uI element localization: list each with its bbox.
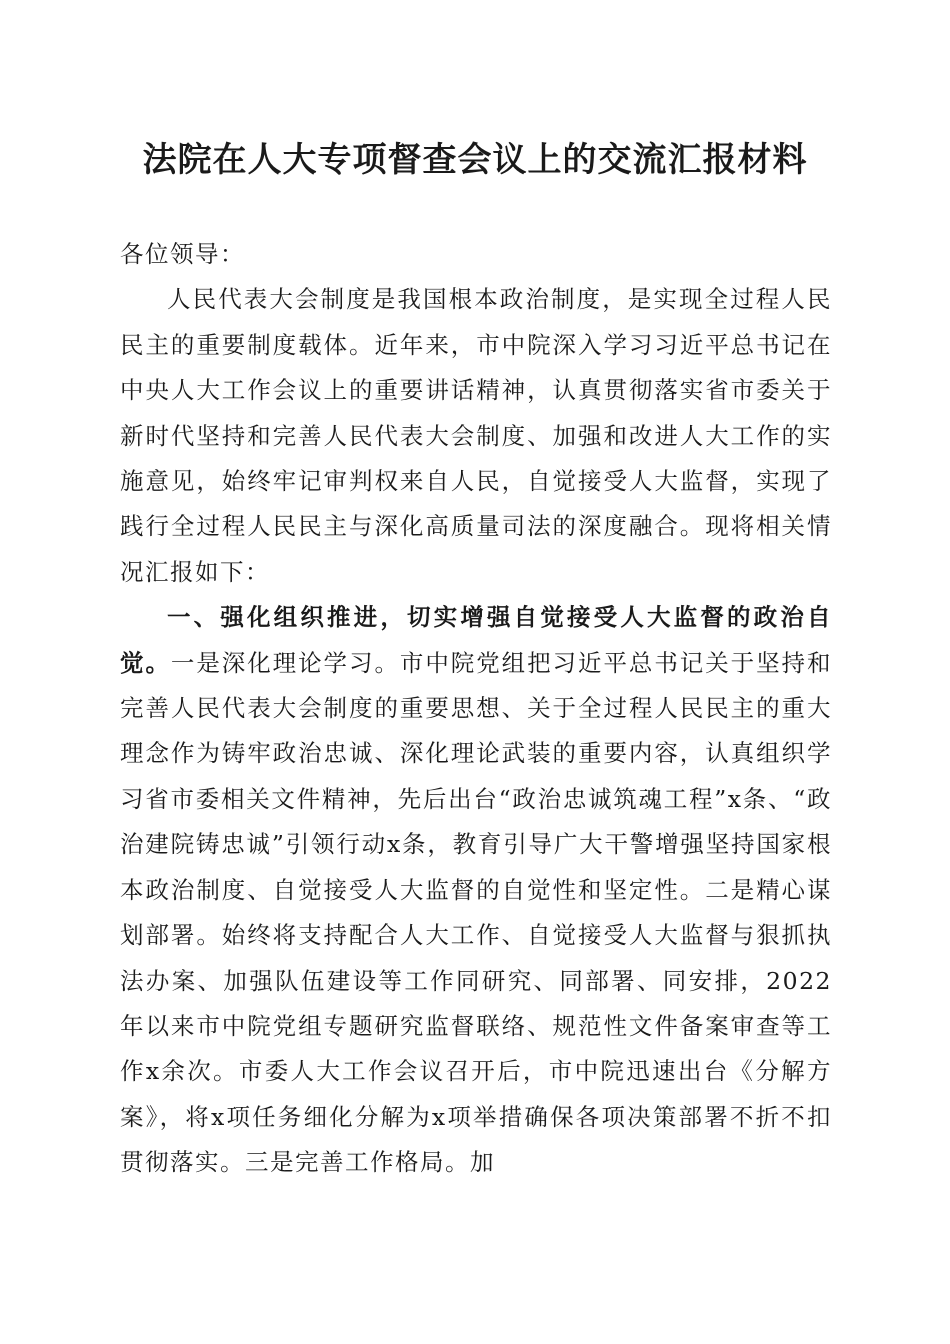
section-1-paragraph [120, 595, 832, 1185]
document-body [120, 232, 832, 1186]
salutation: 各位领导： [120, 240, 245, 268]
section-1-heading: 一、强化组织推进，切实增强自觉接受人大监督的政治自觉。 [120, 603, 832, 677]
section-1-body: 一是深化理论学习。市中院党组把习近平总书记关于坚持和完善人民代表大会制度的重要思想、关于全过程人民民主的重大理念作为铸牢政治忠诚、深化理论武装的重要内容，认真组织学习省市委相关文件精神，先后出台“政治忠诚筑魂工程”x条、“政治建院铸忠诚”引领行动x条，教育引导广大干警增强坚持国家根本政治制度、自觉接受人大监督的自觉性和坚定性。二是精心谋划部署。始终将支持配合人大工作、自觉接受人大监督与狠抓执法办案、加强队伍建设等工作同研究、同部署、同安排，2022年以来市中院党组专题研究监督联络、规范性文件备案审查等工作x余次。市委人大工作会议召开后，市中院迅速出台《分解方案》，将x项任务细化分解为x项举措确保各项决策部署不折不扣贯彻落实。三是完善工作格局。加 [120, 648, 833, 1177]
document-title: 法院在人大专项督查会议上的交流汇报材料 [142, 140, 808, 180]
intro-paragraph: 人民代表大会制度是我国根本政治制度，是实现全过程人民民主的重要制度载体。近年来，市中院深入学习习近平总书记在中央人大工作会议上的重要讲话精神，认真贯彻落实省市委关于新时代坚持和完善人民代表大会制度、加强和改进人大工作的实施意见，始终牢记审判权来自人民，自觉接受人大监督，实现了践行全过程人民民主与深化高质量司法的深度融合。现将相关情况汇报如下： [120, 285, 832, 586]
